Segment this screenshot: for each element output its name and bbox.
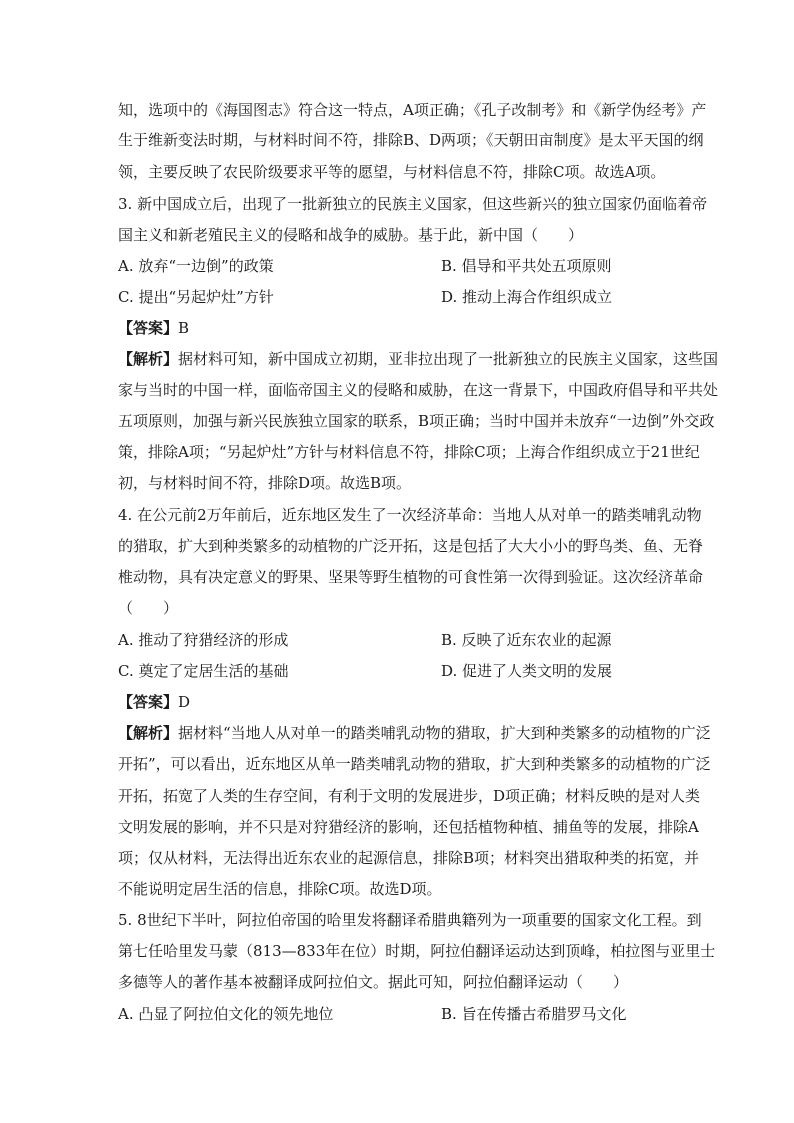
- answer-tag: 【答案】: [118, 693, 179, 711]
- text-line: 生于维新变法时期，与材料时间不符，排除B、D两项；《天朝田亩制度》是太平天国的纲: [118, 131, 704, 149]
- analysis-line: 不能说明定居生活的信息，排除C项。故选D项。: [118, 880, 442, 898]
- question-4-analysis: [118, 723, 711, 745]
- text-line: 领，主要反映了农民阶级要求平等的愿望，与材料信息不符，排除C项。故选A项。: [118, 163, 666, 181]
- text-line: 知，选项中的《海国图志》符合这一特点，A项正确；《孔子改制考》和《新学伪经考》产: [118, 101, 707, 119]
- question-5-stem: 多德等人的著作基本被翻译成阿拉伯文。据此可知，阿拉伯翻译运动（ ）: [118, 973, 629, 991]
- question-5-stem: 5. 8世纪下半叶，阿拉伯帝国的哈里发将翻译希腊典籍列为一项重要的国家文化工程。到: [118, 911, 702, 929]
- question-3-option-d: D. 推动上海合作组织成立: [441, 288, 613, 306]
- question-4-option-d: D. 促进了人类文明的发展: [441, 662, 613, 680]
- question-4-option-b: B. 反映了近东农业的起源: [441, 631, 612, 649]
- question-4-stem: 的猎取，扩大到种类繁多的动植物的广泛开拓，这是包括了大大小小的野鸟类、鱼、无脊: [118, 537, 704, 555]
- question-4-option-a: A. 推动了狩猎经济的形成: [118, 631, 289, 649]
- question-4-stem: 4. 在公元前2万年前后，近东地区发生了一次经济革命：当地人从对单一的踏类哺乳动物: [118, 506, 702, 524]
- analysis-line: 项；仅从材料，无法得出近东农业的起源信息，排除B项；材料突出猎取种类的拓宽，并: [118, 849, 700, 867]
- analysis-line: 文明发展的影响，并不只是对狩猎经济的影响，还包括植物种植、捕鱼等的发展，排除A: [118, 818, 699, 836]
- question-4-stem: 椎动物，具有决定意义的野果、坚果等野生植物的可食性第一次得到验证。这次经济革命: [118, 568, 704, 586]
- question-3-stem: 3. 新中国成立后，出现了一批新独立的民族主义国家，但这些新兴的独立国家仍面临着帝: [118, 195, 708, 213]
- question-4-stem: （ ）: [118, 599, 179, 617]
- analysis-line: 开拓，拓宽了人类的生存空间，有利于文明的发展进步，D项正确；材料反映的是对人类: [118, 787, 701, 805]
- analysis-text: 据材料可知，新中国成立初期，亚非拉出现了一批新独立的民族主义国家，这些国: [178, 350, 719, 368]
- question-4-answer: [118, 692, 698, 714]
- answer-tag: 【答案】: [118, 319, 179, 337]
- analysis-line: 家与当时的中国一样，面临帝国主义的侵略和威胁，在这一背景下，中国政府倡导和平共处: [118, 381, 719, 399]
- analysis-text: 据材料“当地人从对单一的踏类哺乳动物的猎取，扩大到种类繁多的动植物的广泛: [178, 724, 711, 742]
- answer-value: B: [178, 319, 190, 337]
- analysis-line: 五项原则，加强与新兴民族独立国家的联系，B项正确；当时中国并未放弃“一边倒”外交政: [118, 412, 715, 430]
- question-3-answer: [118, 318, 698, 340]
- question-3-analysis: [118, 349, 719, 371]
- question-5-option-a: A. 凸显了阿拉伯文化的领先地位: [118, 1005, 334, 1023]
- question-3-option-b: B. 倡导和平共处五项原则: [441, 257, 612, 275]
- question-5-stem: 第七任哈里发马蒙（813—833年在位）时期，阿拉伯翻译运动达到顶峰，柏拉图与亚里士: [118, 942, 716, 960]
- question-3-stem: 国主义和新老殖民主义的侵略和战争的威胁。基于此，新中国（ ）: [118, 226, 584, 244]
- question-5-option-b: B. 旨在传播古希腊罗马文化: [441, 1005, 627, 1023]
- analysis-line: 开拓”，可以看出，近东地区从单一踏类哺乳动物的猎取，扩大到种类繁多的动植物的广泛: [118, 755, 711, 773]
- question-4-option-c: C. 奠定了定居生活的基础: [118, 662, 289, 680]
- analysis-line: 初，与材料时间不符，排除D项。故选B项。: [118, 474, 412, 492]
- analysis-tag: 【解析】: [118, 350, 179, 368]
- question-3-option-c: C. 提出“另起炉灶”方针: [118, 288, 274, 306]
- analysis-line: 策，排除A项；“另起炉灶”方针与材料信息不符，排除C项；上海合作组织成立于21世纪: [118, 443, 700, 461]
- analysis-tag: 【解析】: [118, 724, 179, 742]
- answer-value: D: [178, 693, 191, 711]
- question-3-option-a: A. 放弃“一边倒”的政策: [118, 257, 274, 275]
